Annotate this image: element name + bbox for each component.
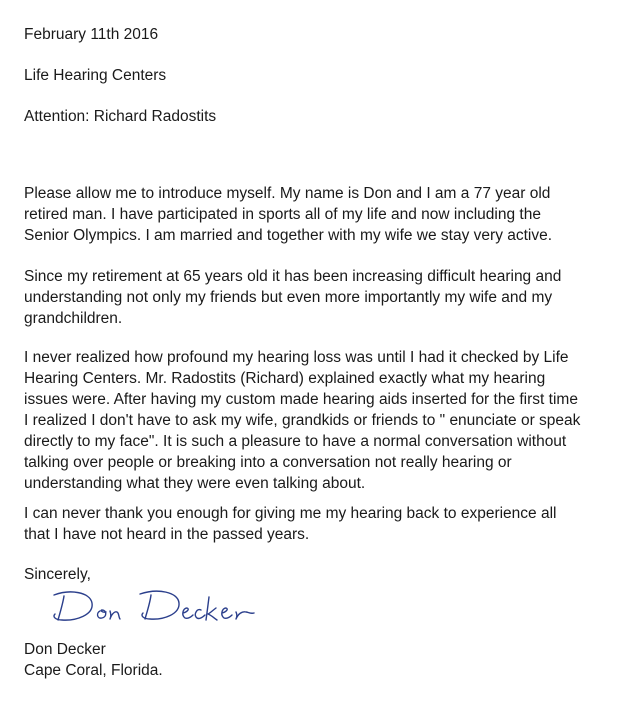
paragraph-line: grandchildren.: [24, 310, 123, 327]
paragraph-line: Since my retirement at 65 years old it has been increasing difficult hearing and: [24, 268, 562, 285]
signer-name: Don Decker: [24, 641, 106, 658]
closing-salutation: Sincerely,: [24, 566, 91, 583]
paragraph-line: that I have not heard in the passed years.: [24, 526, 310, 543]
paragraph-line: retired man. I have participated in sports all of my life and now including the: [24, 206, 541, 223]
attention-line: Attention: Richard Radostits: [24, 108, 217, 125]
paragraph-line: Hearing Centers. Mr. Radostits (Richard) explained exactly what my hearing: [24, 370, 546, 387]
paragraph-line: Senior Olympics. I am married and together with my wife we stay very active.: [24, 227, 553, 244]
paragraph-line: I never realized how profound my hearing loss was until I had it checked by Life: [24, 349, 569, 366]
paragraph-retirement: [24, 266, 561, 329]
paragraph-line: issues were. After having my custom made hearing aids inserted for the first time: [24, 391, 578, 408]
paragraph-line: I realized I don't have to ask my wife, grandkids or friends to " enunciate or speak: [24, 412, 581, 429]
recipient-name: Life Hearing Centers: [24, 67, 167, 84]
handwritten-signature: [40, 583, 280, 629]
paragraph-line: understanding not only my friends but even more importantly my wife and my: [24, 289, 553, 306]
signer-location: Cape Coral, Florida.: [24, 662, 163, 679]
paragraph-line: understanding what they were even talking about.: [24, 475, 366, 492]
paragraph-line: I can never thank you enough for giving me my hearing back to experience all: [24, 505, 557, 522]
paragraph-thanks: [24, 503, 556, 545]
paragraph-line: directly to my face". It is such a pleasure to have a normal conversation without: [24, 433, 567, 450]
paragraph-introduction: [24, 183, 552, 246]
paragraph-line: talking over people or breaking into a conversation not really hearing or: [24, 454, 512, 471]
letter-date: February 11th 2016: [24, 26, 159, 43]
paragraph-line: Please allow me to introduce myself. My name is Don and I am a 77 year old: [24, 185, 551, 202]
paragraph-hearing-loss: [24, 347, 580, 494]
